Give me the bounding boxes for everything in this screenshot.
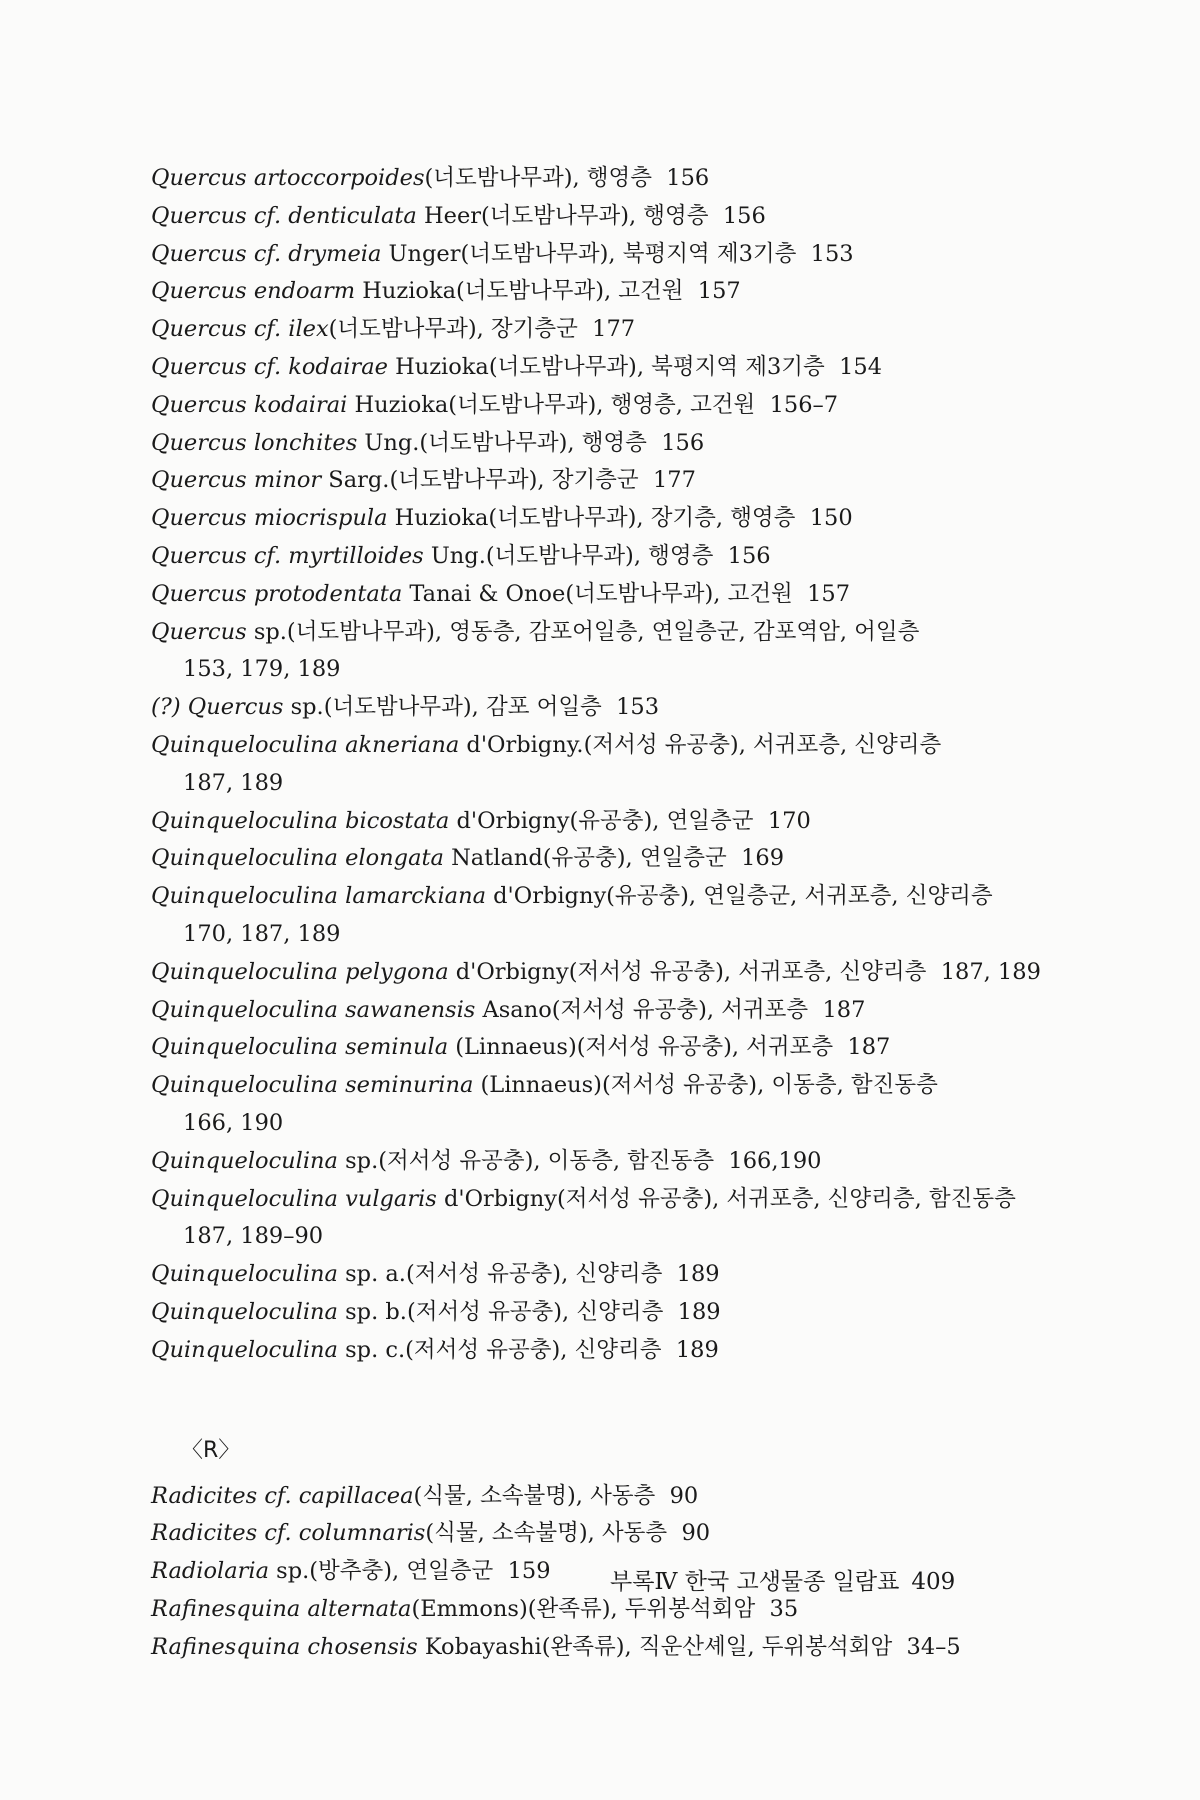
index-entry	[151, 349, 1051, 387]
page-ref: 150	[809, 505, 853, 532]
index-entry	[151, 727, 1051, 803]
species-name: miocrispula	[253, 505, 388, 532]
author: d'Orbigny	[455, 958, 569, 985]
genus-name: Quinqueloculina	[151, 958, 338, 985]
entry-note: (너도밤나무과), 북평지역 제3기층	[488, 353, 825, 380]
genus-name: Quinqueloculina	[151, 1034, 338, 1061]
page-ref: 177	[652, 467, 696, 494]
index-entry	[151, 160, 1051, 198]
genus-name: Quinqueloculina	[151, 731, 338, 758]
genus-name: Quercus	[151, 429, 247, 456]
entry-note: (식물, 소속불명), 사동층	[425, 1520, 668, 1547]
author: sp.	[253, 618, 287, 645]
entry-note: (저서성 유공충), 서귀포층	[576, 1034, 834, 1061]
author: sp. a.	[345, 1261, 406, 1288]
author: Tanai & Onoe	[409, 580, 566, 607]
genus-name: Quinqueloculina	[151, 1185, 338, 1212]
species-name: lamarckiana	[345, 883, 486, 910]
index-entry	[151, 1478, 1051, 1516]
index-entry	[151, 236, 1051, 274]
species-name: alternata	[307, 1595, 412, 1622]
entry-note: (유공충), 연일층군	[569, 807, 754, 834]
index-entry	[151, 840, 1051, 878]
species-name: cf. kodairae	[253, 353, 388, 380]
page-ref: 177	[592, 316, 636, 343]
index-entry	[151, 954, 1051, 992]
index-entry	[151, 387, 1051, 425]
genus-name: Quercus	[151, 542, 247, 569]
page-ref: 169	[741, 845, 785, 872]
entry-note: (저서성 유공충), 서귀포층, 신양리층, 함진동층	[557, 1185, 1016, 1212]
page-ref: 156	[666, 165, 710, 191]
page-ref: 187, 189	[940, 958, 1041, 985]
genus-name: Quercus	[151, 165, 247, 191]
author: Asano	[482, 996, 552, 1023]
index-entry	[151, 1629, 1051, 1667]
species-name: pelygona	[345, 958, 449, 985]
genus-name: Quercus	[151, 316, 247, 343]
page-footer	[610, 1567, 955, 1597]
species-name: kodairai	[253, 391, 348, 418]
author: sp.	[290, 694, 324, 721]
species-name: protodentata	[253, 580, 403, 607]
genus-name: Radicites	[151, 1520, 258, 1547]
author: Huzioka	[354, 391, 449, 418]
genus-name: Radicites	[151, 1482, 258, 1509]
species-name: cf. drymeia	[253, 240, 382, 267]
genus-name: Quinqueloculina	[151, 845, 338, 872]
section-gap	[151, 1370, 1051, 1432]
page-ref: 189	[675, 1336, 719, 1363]
index-entry	[151, 273, 1051, 311]
genus-name: Quercus	[151, 391, 247, 418]
author: d'Orbigny	[444, 1185, 557, 1212]
index-entry	[151, 538, 1051, 576]
species-name: cf. denticulata	[253, 202, 417, 229]
author: Unger	[388, 240, 461, 267]
entry-note: (너도밤나무과), 고건원	[456, 278, 684, 305]
genus-name: Quercus	[151, 467, 247, 494]
species-name: endoarm	[253, 278, 356, 305]
index-entry	[151, 614, 1051, 690]
index-entry	[151, 1143, 1051, 1181]
page-ref: 157	[697, 278, 741, 305]
author: Sarg.	[328, 467, 390, 494]
index-entry	[151, 1029, 1051, 1067]
author: Ung.	[430, 542, 486, 569]
index-entry	[151, 1067, 1051, 1143]
author: d'Orbigny	[456, 807, 570, 834]
entry-note: (너도밤나무과), 영동층, 감포어일층, 연일층군, 감포역암, 어일층	[286, 618, 920, 645]
entry-note: (식물, 소속불명), 사동층	[413, 1482, 656, 1509]
entry-note: (너도밤나무과), 북평지역 제3기층	[460, 240, 797, 267]
page-ref: 156	[727, 542, 771, 569]
entry-note: (저서성 유공충), 이동층, 함진동층	[601, 1072, 938, 1099]
author: sp. b.	[345, 1298, 407, 1325]
entry-note: (너도밤나무과), 장기층군	[389, 467, 639, 494]
index-entry	[151, 198, 1051, 236]
entry-note: (저서성 유공충), 신양리층	[405, 1336, 662, 1363]
author: (Linnaeus)	[480, 1072, 602, 1099]
species-name: chosensis	[307, 1633, 418, 1660]
page-ref: 170	[767, 807, 811, 834]
entry-note: (유공충), 연일층군, 서귀포층, 신양리층	[606, 883, 993, 910]
entry-note: (저서성 유공충), 서귀포층, 신양리층	[583, 731, 942, 758]
species-name: bicostata	[345, 807, 450, 834]
genus-name: Quercus	[151, 278, 247, 305]
entry-note: (저서성 유공충), 서귀포층, 신양리층	[568, 958, 927, 985]
author: Kobayashi	[424, 1633, 542, 1660]
page-ref: 90	[669, 1482, 699, 1509]
genus-name: Quercus	[151, 505, 247, 532]
page-ref: 153	[616, 694, 660, 721]
entry-note: (저서성 유공충), 서귀포층	[551, 996, 809, 1023]
author: Natland	[451, 845, 543, 872]
species-name: lonchites	[253, 429, 358, 456]
genus-name: (?) Quercus	[151, 694, 284, 721]
genus-name: Rafinesquina	[151, 1595, 301, 1622]
index-entry	[151, 689, 1051, 727]
author: d'Orbigny	[493, 883, 607, 910]
page-ref: 156	[722, 202, 766, 229]
page-number: 409	[911, 1569, 956, 1595]
entry-note: (방추충), 연일층군	[309, 1558, 494, 1585]
index-entry	[151, 576, 1051, 614]
page-ref: 189	[676, 1261, 720, 1288]
page-ref: 187	[822, 996, 866, 1023]
species-name: seminurina	[345, 1072, 474, 1099]
page-ref: 157	[807, 580, 851, 607]
entry-note: (너도밤나무과), 장기층, 행영층	[488, 505, 796, 532]
entry-note: (너도밤나무과), 장기층군	[328, 316, 578, 343]
genus-name: Quercus	[151, 353, 247, 380]
entry-note: (완족류), 직운산셰일, 두위봉석회암	[541, 1633, 893, 1660]
author: Heer	[424, 202, 482, 229]
species-name: cf. myrtilloides	[253, 542, 424, 569]
index-entry	[151, 1515, 1051, 1553]
index-entry	[151, 500, 1051, 538]
genus-name: Quinqueloculina	[151, 1336, 338, 1363]
index-entry	[151, 311, 1051, 349]
page-ref: 153, 179, 189	[183, 656, 341, 683]
author: Huzioka	[394, 505, 489, 532]
page-ref: 156	[661, 429, 705, 456]
species-name: akneriana	[345, 731, 460, 758]
page-ref: 189	[677, 1298, 721, 1325]
entry-note: (저서성 유공충), 신양리층	[405, 1261, 663, 1288]
running-footer-title: 부록Ⅳ 한국 고생물종 일람표	[610, 1569, 900, 1595]
author: (Emmons)	[411, 1595, 528, 1622]
page-ref: 154	[839, 353, 883, 380]
genus-name: Quinqueloculina	[151, 1147, 338, 1174]
entry-note: (저서성 유공충), 신양리층	[406, 1298, 664, 1325]
species-name: vulgaris	[345, 1185, 437, 1212]
page-ref: 153	[810, 240, 854, 267]
genus-name: Quinqueloculina	[151, 883, 338, 910]
page-ref: 187, 189	[183, 769, 284, 796]
genus-name: Quinqueloculina	[151, 996, 338, 1023]
species-name: cf. columnaris	[264, 1520, 426, 1547]
index-entry	[151, 803, 1051, 841]
author: (Linnaeus)	[455, 1034, 577, 1061]
genus-name: Radiolaria	[151, 1558, 269, 1585]
index-entry	[151, 425, 1051, 463]
species-name: cf. ilex	[253, 316, 329, 343]
entry-note: (저서성 유공충), 이동층, 함진동층	[378, 1147, 715, 1174]
page-ref: 166,190	[728, 1147, 822, 1174]
species-name: elongata	[345, 845, 444, 872]
species-name: artoccorpoides	[253, 165, 425, 191]
page-ref: 90	[681, 1520, 711, 1547]
page-ref: 187	[847, 1034, 891, 1061]
index-entry	[151, 1294, 1051, 1332]
page-ref: 170, 187, 189	[183, 920, 341, 947]
entry-note: (너도밤나무과), 감포 어일층	[323, 694, 602, 721]
species-name: sawanensis	[345, 996, 476, 1023]
index-entry	[151, 462, 1051, 500]
author: Huzioka	[362, 278, 456, 305]
entry-note: (너도밤나무과), 행영층	[424, 165, 652, 191]
page-ref: 166, 190	[183, 1109, 284, 1136]
index-entries	[151, 160, 1051, 1666]
species-name: cf. capillacea	[264, 1482, 414, 1509]
genus-name: Quercus	[151, 618, 247, 645]
index-entry	[151, 992, 1051, 1030]
genus-name: Quinqueloculina	[151, 1261, 338, 1288]
genus-name: Quercus	[151, 240, 247, 267]
genus-name: Quercus	[151, 580, 247, 607]
entry-note: (너도밤나무과), 행영층	[481, 202, 709, 229]
author: d'Orbigny.	[466, 731, 584, 758]
entry-note: (너도밤나무과), 고건원	[565, 580, 793, 607]
author: sp.	[345, 1147, 379, 1174]
genus-name: Rafinesquina	[151, 1633, 301, 1660]
page-ref: 34–5	[906, 1633, 961, 1660]
entry-note: (너도밤나무과), 행영층	[419, 429, 647, 456]
genus-name: Quinqueloculina	[151, 1072, 338, 1099]
genus-name: Quinqueloculina	[151, 1298, 338, 1325]
entry-note: (너도밤나무과), 행영층, 고건원	[448, 391, 756, 418]
index-entry	[151, 1332, 1051, 1370]
index-entry	[151, 1256, 1051, 1294]
species-name: minor	[253, 467, 322, 494]
entry-note: (유공충), 연일층군	[542, 845, 727, 872]
page-ref: 35	[769, 1595, 799, 1622]
page-ref: 159	[507, 1558, 551, 1585]
index-entry	[151, 1181, 1051, 1257]
entry-note: (완족류), 두위봉석회암	[527, 1595, 756, 1622]
index-entry	[151, 878, 1051, 954]
section-heading: 〈R〉	[181, 1437, 241, 1463]
author: sp.	[276, 1558, 310, 1585]
genus-name: Quercus	[151, 202, 247, 229]
species-name: seminula	[345, 1034, 449, 1061]
page-ref: 187, 189–90	[183, 1223, 324, 1250]
entry-note: (너도밤나무과), 행영층	[485, 542, 714, 569]
author: Ung.	[364, 429, 420, 456]
author: Huzioka	[395, 353, 489, 380]
page-ref: 156–7	[769, 391, 839, 418]
author: sp. c.	[345, 1336, 406, 1363]
genus-name: Quinqueloculina	[151, 807, 338, 834]
